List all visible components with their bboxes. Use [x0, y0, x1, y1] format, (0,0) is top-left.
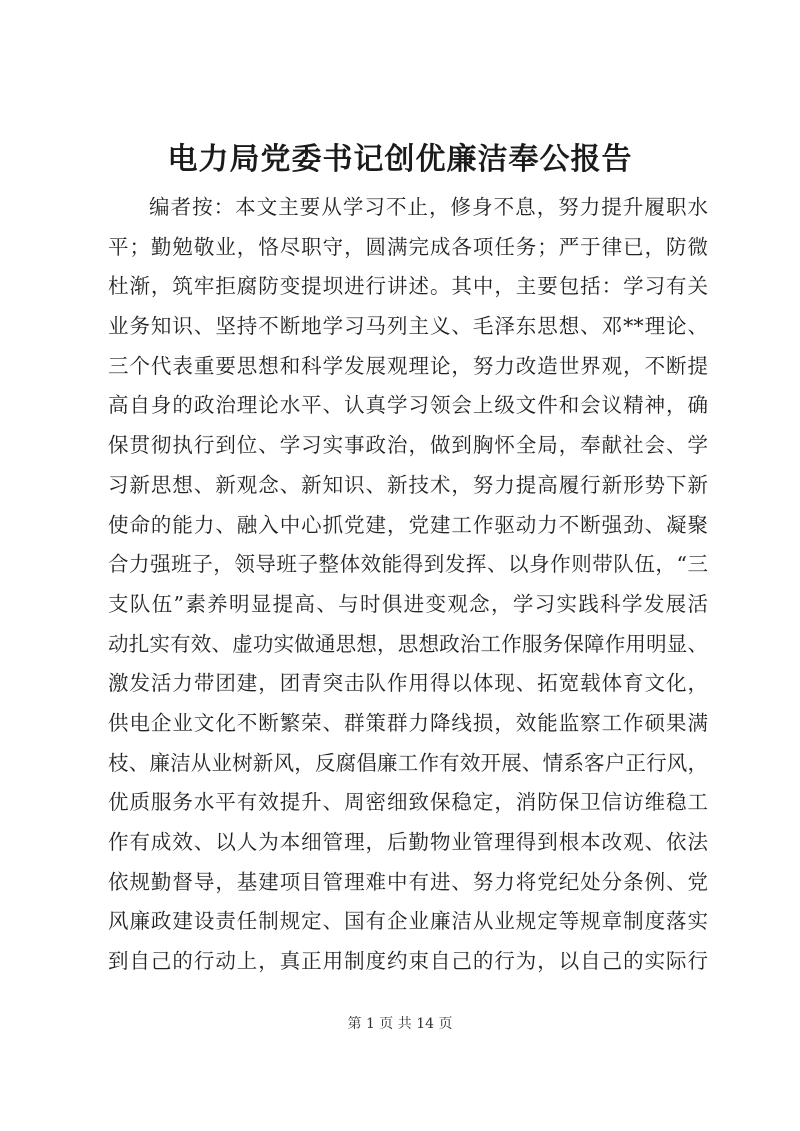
body-line: 依规勤督导，基建项目管理难中有进、努力将党纪处分条例、党	[108, 869, 708, 894]
document-title: 电力局党委书记创优廉洁奉公报告	[167, 142, 633, 177]
body-line: 枝、廉洁从业树新风，反腐倡廉工作有效开展、情系客户正行风，	[108, 750, 708, 775]
body-line: 作有成效、以人为本细管理，后勤物业管理得到根本改观、依法	[108, 830, 708, 854]
body-line: 平；勤勉敬业，恪尽职守，圆满完成各项任务；严于律已，防微	[108, 234, 708, 259]
body-line: 编者按：本文主要从学习不止，修身不息，努力提升履职水	[149, 195, 708, 219]
body-line: 使命的能力、融入中心抓党建，党建工作驱动力不断强劲、凝聚	[108, 512, 708, 537]
body-line: 三个代表重要思想和科学发展观理论，努力改造世界观，不断提	[108, 353, 708, 378]
body-line: 供电企业文化不断繁荣、群策群力降线损，效能监察工作硕果满	[108, 710, 708, 735]
body-line: 优质服务水平有效提升、周密细致保稳定，消防保卫信访维稳工	[108, 790, 708, 815]
body-line: 业务知识、坚持不断地学习马列主义、毛泽东思想、邓**理论、	[108, 314, 708, 339]
body-line: 杜渐，筑牢拒腐防变提坝进行讲述。其中，主要包括：学习有关	[108, 274, 708, 299]
body-line: 风廉政建设责任制规定、国有企业廉洁从业规定等规章制度落实	[108, 909, 708, 934]
page-footer: 第 1 页 共 14 页	[347, 1016, 453, 1032]
body-line: 高自身的政治理论水平、认真学习领会上级文件和会议精神，确	[108, 393, 708, 418]
body-line: 合力强班子，领导班子整体效能得到发挥、以身作则带队伍，“三	[108, 552, 708, 577]
body-line: 保贯彻执行到位、学习实事政治，做到胸怀全局，奉献社会、学	[108, 433, 708, 458]
body-line: 到自己的行动上，真正用制度约束自己的行为，以自己的实际行	[108, 949, 708, 974]
document-body	[108, 188, 708, 982]
body-line: 支队伍”素养明显提高、与时俱进变观念，学习实践科学发展活	[108, 591, 708, 616]
body-line: 动扎实有效、虚功实做通思想，思想政治工作服务保障作用明显、	[108, 631, 708, 656]
body-line: 习新思想、新观念、新知识、新技术，努力提高履行新形势下新	[108, 472, 708, 497]
body-line: 激发活力带团建，团青突击队作用得以体现、拓宽载体育文化，	[108, 671, 708, 696]
